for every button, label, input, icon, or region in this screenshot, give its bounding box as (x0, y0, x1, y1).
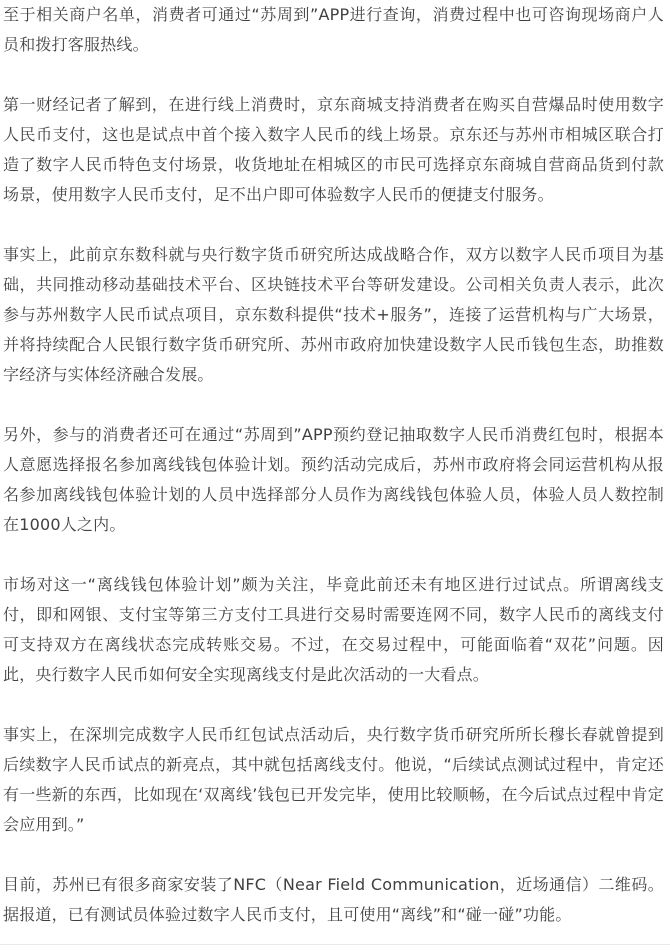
article-paragraph: 目前，苏州已有很多商家安装了NFC（Near Field Communication，近场通信）二维码。据报道，已有测试员体验过数字人民币支付，且可使用“离线”和“碰一碰”功能。 (3, 875, 664, 924)
article-paragraph: 市场对这一“离线钱包体验计划”颇为关注，毕竟此前还未有地区进行过试点。所谓离线支付，即和网银、支付宝等第三方支付工具进行交易时需要连网不同，数字人民币的离线支付可支持双方在离线状态完成转账交易。不过，在交易过程中，可能面临着“双花”问题。因此，央行数字人民币如何安全实现离线支付是此次活动的一大看点。 (3, 575, 664, 684)
article-paragraph: 至于相关商户名单，消费者可通过“苏周到”APP进行查询，消费过程中也可咨询现场商户人员和拨打客服热线。 (3, 5, 664, 54)
bottom-divider (0, 944, 670, 945)
article-paragraph: 另外，参与的消费者还可在通过“苏周到”APP预约登记抽取数字人民币消费红包时，根据本人意愿选择报名参加离线钱包体验计划。预约活动完成后，苏州市政府将会同运营机构从报名参加离线钱包体验计划的人员中选择部分人员作为离线钱包体验人员，体验人员人数控制在1000人之内。 (3, 425, 664, 534)
article-paragraph: 事实上，此前京东数科就与央行数字货币研究所达成战略合作，双方以数字人民币项目为基础，共同推动移动基础技术平台、区块链技术平台等研发建设。公司相关负责人表示，此次参与苏州数字人民币试点项目，京东数科提供“技术+服务”，连接了运营机构与广大场景，并将持续配合人民银行数字货币研究所、苏州市政府加快建设数字人民币钱包生态，助推数字经济与实体经济融合发展。 (3, 245, 664, 384)
article-paragraph: 第一财经记者了解到，在进行线上消费时，京东商城支持消费者在购买自营爆品时使用数字人民币支付，这也是试点中首个接入数字人民币的线上场景。京东还与苏州市相城区联合打造了数字人民币特色支付场景，收货地址在相城区的市民可选择京东商城自营商品货到付款场景，使用数字人民币支付，足不出户即可体验数字人民币的便捷支付服务。 (3, 95, 664, 204)
article-paragraph: 事实上，在深圳完成数字人民币红包试点活动后，央行数字货币研究所所长穆长春就曾提到后续数字人民币试点的新亮点，其中就包括离线支付。他说，“后续试点测试过程中，肯定还有一些新的东西，比如现在‘双离线’钱包已开发完毕，使用比较顺畅，在今后试点过程中肯定会应用到。” (3, 725, 664, 834)
